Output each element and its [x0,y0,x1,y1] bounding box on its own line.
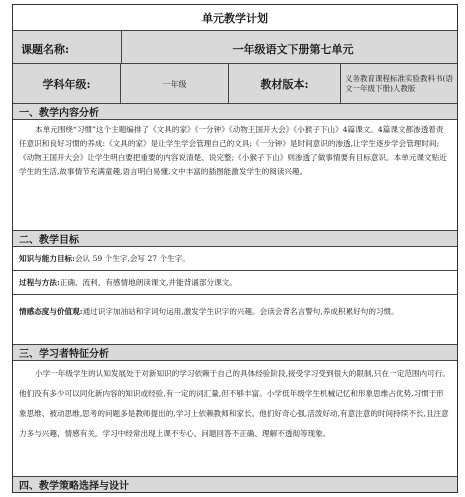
section1-body [13,120,457,231]
goal-process-text: 正确、流利、有感情地朗读课文,并能背诵部分课文。 [59,277,237,287]
goal-attitude [13,302,457,322]
section3-text: 小学一年级学生的认知发展处于对新知识的学习依赖于自己的具体经验阶段,接受学习受到很大的限制,只在一定范围内可行。他们没有多少可以同化新内容的知识或经验,有一定的词汇量,但不够丰富。小学低年级学生机械记忆和形象思维占优势,习惯于形象思维、被动思维,思考的问题多是教师提出的,学习上依赖教师和家长。他们好奇心强,活泼好动,有意注意的时间持续不长,且注意力多与兴趣、情感有关。学习中经常出现上课不专心、问题回答不正确、理解不透彻等现象。 [19,369,450,438]
section1-text: 本单元围绕“习惯”这个主题编排了《文具的家》《一分钟》《动物王国开大会》《小猴子下山》4篇课文。4篇课文都渗透着责任意识和良好习惯的养成:《文具的家》是让学生学会管理自己的文具;《一分钟》是时间意识的渗透,让学生逐步学会管理时间;《动物王国开大会》让学生明白要把重要的内容说清楚、说完整;《小猴子下山》则渗透了做事情要有目标意识。本单元课文贴近学生的生活,故事情节充满童趣,语言明白易懂,文中丰富的插图能激发学生的阅读兴趣。 [19,125,447,176]
course-name-value: 一年级语文下册第七单元 [232,43,354,56]
textbook-value: 义务教育课程标准实验教科书(语文一年级下册)人教版 [345,74,453,93]
goal-process-label: 过程与方法: [19,277,60,287]
grade-label: 学科年级: [13,64,121,104]
goal-attitude-text: 通过识字加油站和字词句运用,激发学生识字的兴趣。会读会背名言警句,养成积累好句的习惯。 [82,307,399,316]
goal-knowledge-text: 会认 59 个生字,会写 27 个生字。 [74,253,190,263]
section3-body [13,361,457,477]
goal-attitude-row [13,295,457,345]
textbook-label: 教材版本: [229,64,341,104]
course-name-row [13,31,457,64]
section4-heading: 四、教学策略选择与设计 [13,477,457,492]
grade-value: 一年级 [121,64,229,104]
section3-heading: 三、学习者特征分析 [13,345,457,361]
grade-row [13,64,457,104]
goal-attitude-label: 情感态度与价值观: [19,307,83,316]
goal-knowledge [13,252,196,266]
course-name-label: 课题名称: [21,43,70,56]
document-title: 单元教学计划 [202,11,268,25]
title-row [13,5,457,31]
goal-knowledge-row [13,247,457,271]
goal-knowledge-label: 知识与能力目标: [19,253,75,263]
goal-process-row [13,271,457,295]
column-divider [121,31,122,64]
section1-heading: 一、教学内容分析 [13,104,457,120]
section2-heading: 二、教学目标 [13,231,457,247]
plan-table [12,4,458,493]
goal-process [13,276,243,290]
